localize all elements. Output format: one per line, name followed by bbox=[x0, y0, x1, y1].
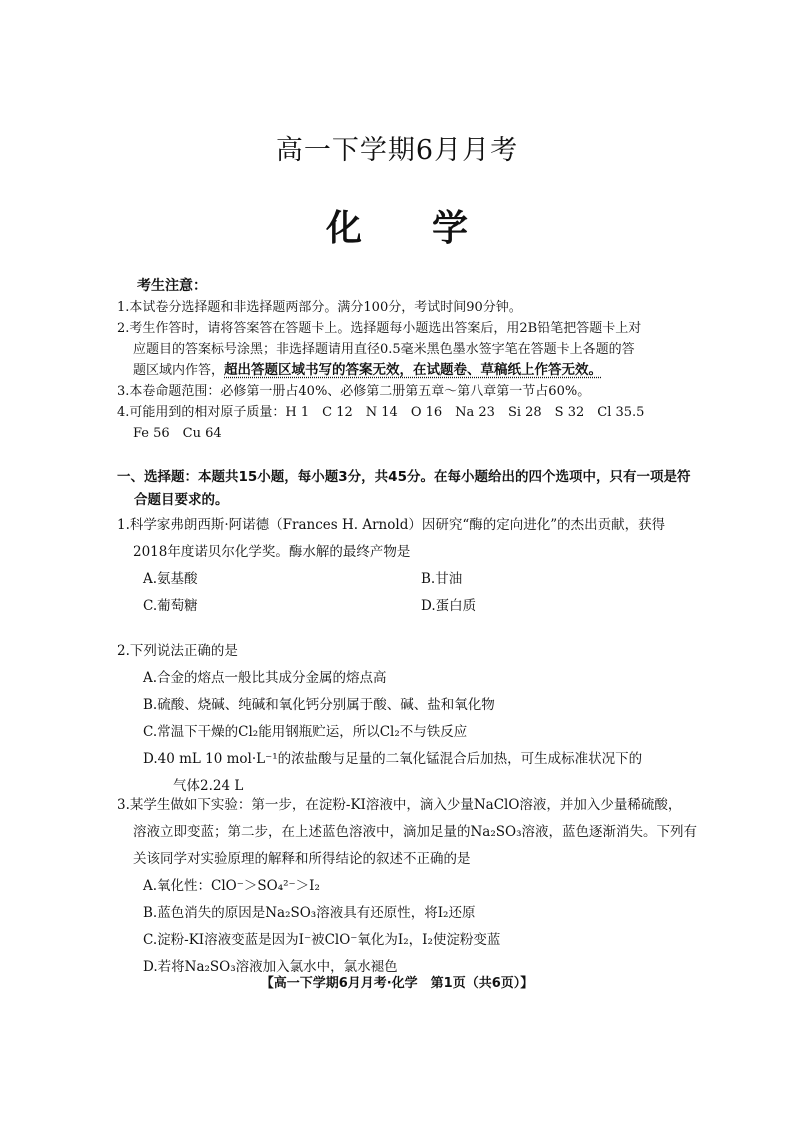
q3-option-b: B.蓝色消失的原因是Na₂SO₃溶液具有还原性，将I₂还原 bbox=[143, 905, 476, 921]
subject-title bbox=[0, 200, 794, 251]
notice-item-4-line-2: Fe 56 Cu 64 bbox=[133, 426, 222, 441]
notice-item-4-line-1: 4.可能用到的相对原子质量：H 1 C 12 N 14 O 16 Na 23 Si 28 S 32 Cl 35.5 bbox=[117, 405, 645, 420]
q1-option-d: D.蛋白质 bbox=[421, 598, 477, 614]
q2-option-c: C.常温下干燥的Cl₂能用钢瓶贮运，所以Cl₂不与铁反应 bbox=[143, 724, 468, 740]
q2-option-d-line-1: D.40 mL 10 mol·L⁻¹的浓盐酸与足量的二氧化锰混合后加热，可生成标准状况下的 bbox=[143, 751, 643, 767]
section-heading-line-1: 一、选择题：本题共15小题，每小题3分，共45分。在每小题给出的四个选项中，只有一项是符 bbox=[117, 469, 691, 485]
subject-char-2: 学 bbox=[432, 207, 469, 249]
q1-stem-line-2: 2018年度诺贝尔化学奖。酶水解的最终产物是 bbox=[133, 544, 411, 560]
q2-option-a: A.合金的熔点一般比其成分金属的熔点高 bbox=[143, 670, 387, 686]
question-1 bbox=[117, 512, 699, 620]
q1-option-c: C.葡萄糖 bbox=[143, 598, 198, 614]
q3-option-d: D.若将Na₂SO₃溶液加入氯水中，氯水褪色 bbox=[143, 959, 398, 975]
notice-item-2-text: 题区域内作答， bbox=[133, 363, 225, 378]
notice-item-2-line-3 bbox=[117, 360, 687, 381]
q3-option-a: A.氧化性：ClO⁻＞SO₄²⁻＞I₂ bbox=[143, 878, 320, 894]
exam-notice bbox=[117, 276, 687, 444]
q1-options bbox=[117, 566, 699, 620]
subject-char-1: 化 bbox=[325, 207, 362, 249]
q2-option-d-line-2: 气体2.24 L bbox=[173, 778, 244, 794]
q3-stem-line-3: 关该同学对实验原理的解释和所得结论的叙述不正确的是 bbox=[133, 851, 471, 867]
notice-item-3: 3.本卷命题范围：必修第一册占40%、必修第二册第五章～第八章第一节占60%。 bbox=[117, 384, 591, 399]
question-2 bbox=[117, 638, 699, 800]
notice-heading: 考生注意： bbox=[137, 278, 207, 294]
q3-stem-line-1: 3.某学生做如下实验：第一步，在淀粉-KI溶液中，滴入少量NaClO溶液，并加入少量稀硫酸， bbox=[117, 797, 682, 813]
q2-stem: 2.下列说法正确的是 bbox=[117, 643, 238, 659]
q1-option-b: B.甘油 bbox=[421, 571, 463, 587]
q3-option-c: C.淀粉-KI溶液变蓝是因为I⁻被ClO⁻氧化为I₂，I₂使淀粉变蓝 bbox=[143, 932, 501, 948]
question-3 bbox=[117, 792, 699, 981]
q1-stem-line-1: 1.科学家弗朗西斯·阿诺德（Frances H. Arnold）因研究“酶的定向进化”的杰出贡献，获得 bbox=[117, 517, 666, 533]
section-heading bbox=[117, 466, 699, 512]
notice-item-1: 1.本试卷分选择题和非选择题两部分。满分100分，考试时间90分钟。 bbox=[117, 300, 522, 315]
notice-item-2-emphasis: 超出答题区域书写的答案无效，在试题卷、草稿纸上作答无效。 bbox=[224, 362, 603, 378]
section-heading-line-2: 合题目要求的。 bbox=[134, 492, 229, 508]
q1-option-a: A.氨基酸 bbox=[143, 571, 198, 587]
q2-option-b: B.硫酸、烧碱、纯碱和氧化钙分别属于酸、碱、盐和氧化物 bbox=[143, 697, 495, 713]
q3-stem-line-2: 溶液立即变蓝；第二步，在上述蓝色溶液中，滴加足量的Na₂SO₃溶液，蓝色逐渐消失。下列有 bbox=[133, 824, 697, 840]
exam-title: 高一下学期6月月考 bbox=[275, 135, 519, 166]
notice-item-2-line-2: 应题目的答案标号涂黑；非选择题请用直径0.5毫米黑色墨水签字笔在答题卡上各题的答 bbox=[133, 342, 635, 357]
page-footer: 【高一下学期6月月考·化学 第1页（共6页）】 bbox=[260, 976, 534, 991]
notice-item-2-line-1: 2.考生作答时，请将答案答在答题卡上。选择题每小题选出答案后，用2B铅笔把答题卡上对 bbox=[117, 321, 642, 336]
